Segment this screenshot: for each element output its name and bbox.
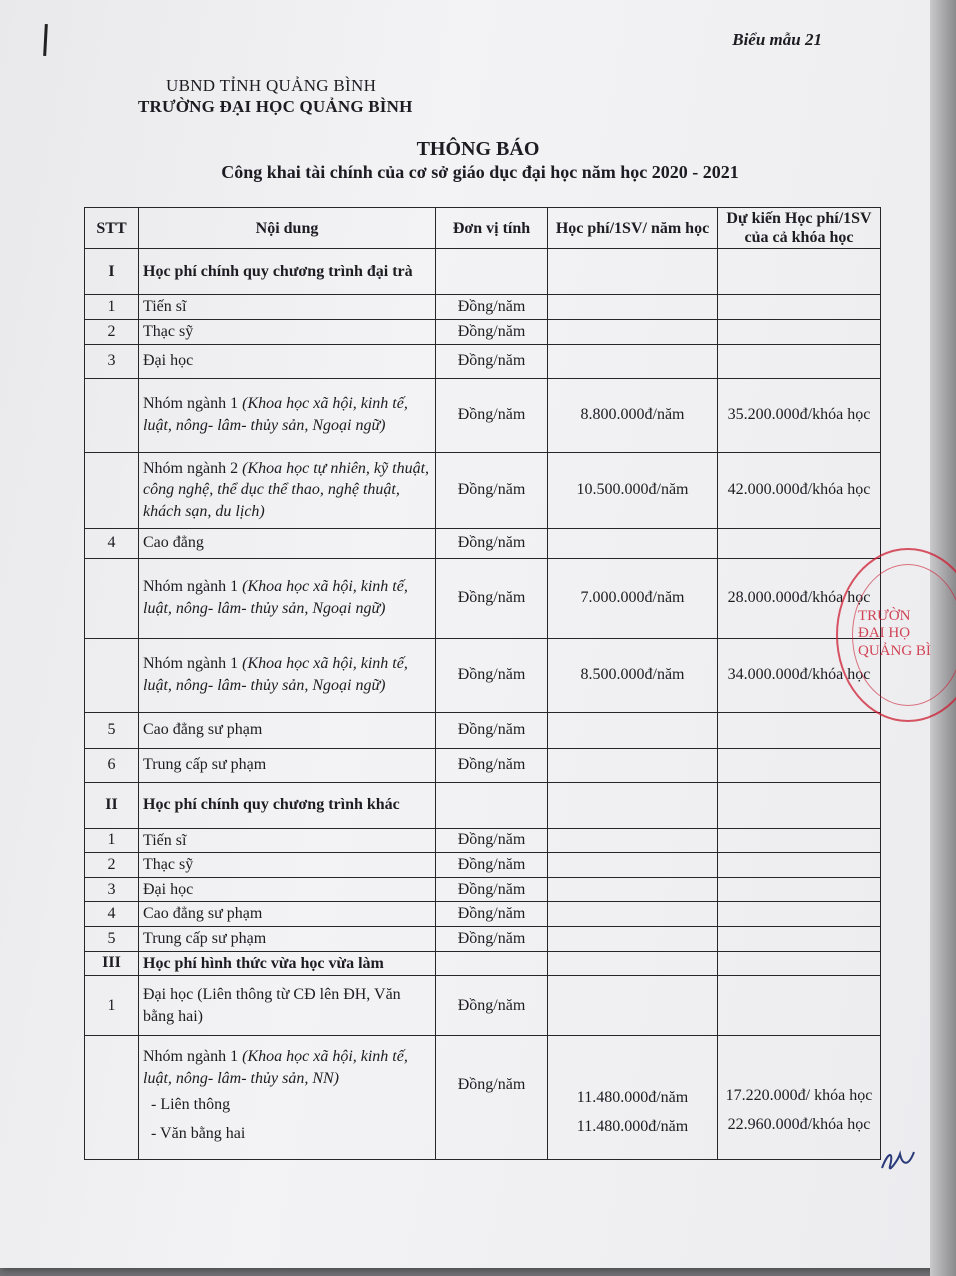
header-fee-course: Dự kiến Học phí/1SV của cả khóa học [718, 208, 881, 249]
table-row: 3 Đại học Đồng/năm [85, 344, 881, 378]
table-row: 1 Tiến sĩ Đồng/năm [85, 828, 881, 853]
document-subtitle: Công khai tài chính của cơ sở giáo dục đại học năm học 2020 - 2021 [221, 162, 739, 182]
header-fee-year: Học phí/1SV/ năm học [548, 208, 718, 249]
parent-organization: UBND TỈNH QUẢNG BÌNH [166, 76, 377, 95]
table-row: 2 Thạc sỹ Đồng/năm [85, 853, 881, 878]
header-stt: STT [85, 208, 139, 249]
table-row: Nhóm ngành 1 (Khoa học xã hội, kinh tế, luật, nông- lâm- thủy sản, Ngoại ngữ) Đồng/năm 8.800.000đ/năm 35.200.000đ/khóa học [85, 378, 881, 452]
header-content: Nội dung [139, 208, 436, 249]
official-red-stamp: TRƯỜN ĐẠI HỌ QUẢNG BÌ [836, 548, 956, 722]
table-row: Nhóm ngành 1 (Khoa học xã hội, kinh tế, luật, nông- lâm- thủy sản, Ngoại ngữ) Đồng/năm 8.500.000đ/năm 34.000.000đ/khóa học [85, 638, 881, 712]
table-header-row [85, 208, 881, 249]
document-title: THÔNG BÁO [416, 138, 540, 160]
header-unit: Đơn vị tính [436, 208, 548, 249]
list-item: - Văn bằng hai [151, 1120, 431, 1149]
table-row: 2 Thạc sỹ Đồng/năm [85, 319, 881, 344]
organization-name: TRƯỜNG ĐẠI HỌC QUẢNG BÌNH [138, 97, 413, 116]
table-row: Nhóm ngành 1 (Khoa học xã hội, kinh tế, luật, nông- lâm- thủy sản, Ngoại ngữ) Đồng/năm 7.000.000đ/năm 28.000.000đ/khóa học [85, 558, 881, 638]
table-row: 5 Trung cấp sư phạm Đồng/năm [85, 926, 881, 951]
form-number: Biểu mẫu 21 [732, 30, 822, 49]
table-row: 5 Cao đẳng sư phạm Đồng/năm [85, 712, 881, 748]
section-row: I Học phí chính quy chương trình đại trà [85, 249, 881, 295]
table-row: 3 Đại học Đồng/năm [85, 877, 881, 902]
table-row: 4 Cao đẳng Đồng/năm [85, 528, 881, 558]
table-row: 6 Trung cấp sư phạm Đồng/năm [85, 748, 881, 782]
list-item: - Liên thông [151, 1091, 431, 1120]
section-row: III Học phí hình thức vừa học vừa làm [85, 951, 881, 976]
table-row: 1 Tiến sĩ Đồng/năm [85, 295, 881, 320]
table-row: Nhóm ngành 2 (Khoa học tự nhiên, kỹ thuật, công nghệ, thể dục thể thao, nghệ thuật, khách sạn, du lịch) Đồng/năm 10.500.000đ/năm 42.000.000đ/khóa học [85, 452, 881, 528]
section-row: II Học phí chính quy chương trình khác [85, 782, 881, 828]
table-row: 1 Đại học (Liên thông từ CĐ lên ĐH, Văn bằng hai) Đồng/năm [85, 976, 881, 1036]
fee-table [84, 207, 881, 1160]
handwritten-initials [878, 1140, 918, 1180]
sub-program-list [151, 1091, 431, 1149]
table-row: 4 Cao đẳng sư phạm Đồng/năm [85, 902, 881, 927]
table-row: Nhóm ngành 1 (Khoa học xã hội, kinh tế, luật, nông- lâm- thủy sản, NN) - Liên thông - Văn bằng hai Đồng/năm 11.480.000đ/năm 11.480.000đ/năm 17.220.000đ/ khóa học 22.960.000đ/khóa học [85, 1036, 881, 1160]
